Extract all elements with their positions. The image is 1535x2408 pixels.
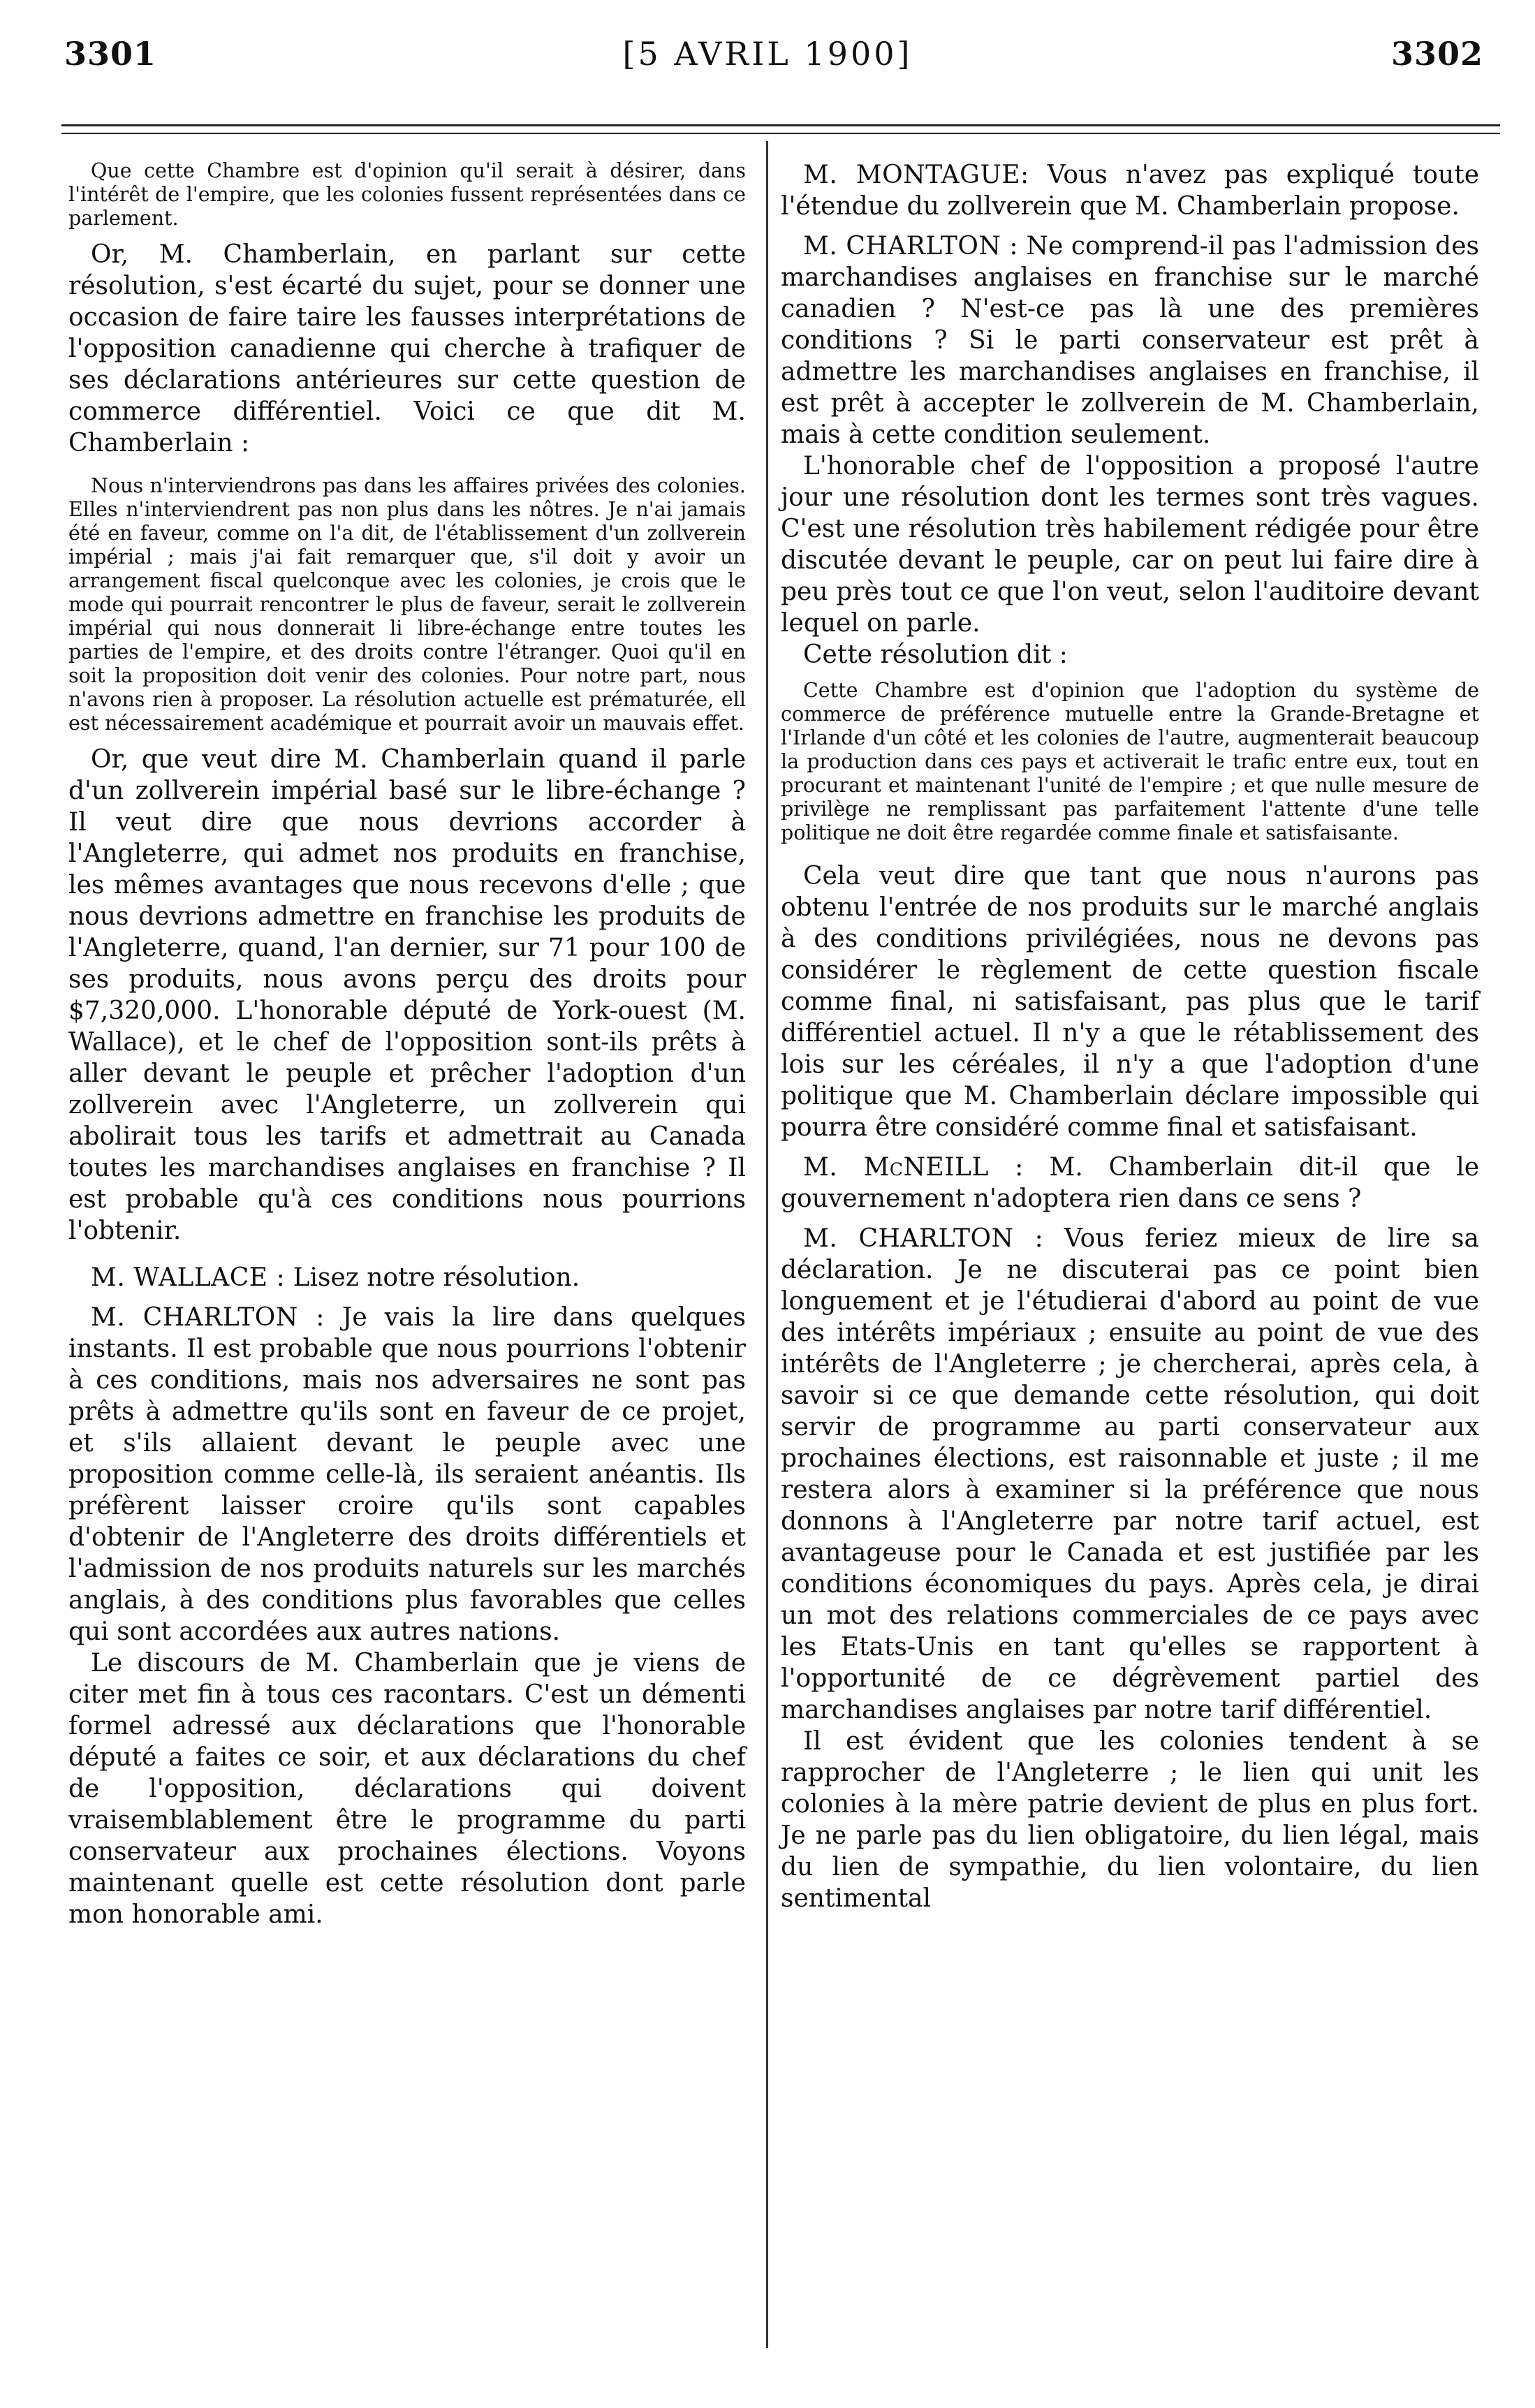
paragraph: Cette résolution dit : bbox=[803, 640, 1068, 669]
resolution-quote-end: Que cette Chambre est d'opinion qu'il serait à désirer, dans l'intérêt de l'empire, que les colonies fussent représentées dans ce parlement. bbox=[68, 159, 746, 230]
paragraph: Le discours de M. Chamberlain que je viens de citer met fin à tous ces racontars. C'est un démenti formel adressé aux déclarations que l'honorable député a faites ce soir, et aux déclarations du chef de l'opposition, déclarations qui doivent vraisemblablement être le programme du parti conservateur aux prochaines élections. Voyons maintenant quelle est cette résolution dont parle mon honorable ami. bbox=[68, 1649, 746, 1929]
speech-charlton bbox=[68, 1302, 746, 1647]
page-number-right: 3302 bbox=[1390, 35, 1483, 73]
column-divider bbox=[766, 141, 768, 2348]
speech-text: Ne comprend-il pas l'admission des marchandises anglaises en franchise sur le marché canadien ? N'est-ce pas là une des premières conditions ? Si le parti conservateur est prêt à admettre les marchandises anglaises en franchise, il est prêt à accepter le zollverein de M. Chamberlain, mais à cette condition seulement. bbox=[781, 232, 1480, 449]
resolution-quote: Cette Chambre est d'opinion que l'adoption du système de commerce de préférence mutuelle entre la Grande-Bretagne et l'Irlande d'un côté et les colonies de l'autre, augmenterait beaucoup la production dans ces pays et activerait le trafic entre eux, tout en procurant et maintenant l'unité de l'empire ; et que nulle mesure de privilège ne remplissant pas parfaitement l'attente d'une telle politique ne doit être regardée comme finale et satisfaisante. bbox=[781, 679, 1479, 844]
paragraph: Cela veut dire que tant que nous n'aurons pas obtenu l'entrée de nos produits sur le marché anglais à des conditions privilégiées, nous ne devons pas considérer le règlement de cette question fiscale comme final, ni satisfaisant, pas plus que le tarif différentiel actuel. Il n'y a que le rétablissement des lois sur les céréales, il n'y a que l'adoption d'une politique que M. Chamberlain déclare impossible qui pourra être considéré comme final et satisfaisant. bbox=[781, 862, 1479, 1142]
speech-wallace bbox=[68, 1262, 746, 1293]
paragraph: Or, M. Chamberlain, en parlant sur cette résolution, s'est écarté du sujet, pour se donner une occasion de faire taire les fausses interprétations de l'opposition canadienne qui cherche à trafiquer de ses déclarations antérieures sur cette question de commerce différentiel. Voici ce que dit M. Chamberlain : bbox=[68, 240, 746, 457]
left-column bbox=[68, 159, 746, 1930]
speaker-name: M. MONTAGUE: bbox=[803, 161, 1029, 189]
speech-mcneill bbox=[781, 1152, 1479, 1214]
speech-text: Vous n'avez pas expliqué toute l'étendue du zollverein que M. Chamberlain propose. bbox=[781, 161, 1480, 221]
right-column bbox=[781, 159, 1479, 1914]
speech-montague bbox=[781, 159, 1479, 222]
speech-charlton bbox=[781, 230, 1479, 450]
speech-charlton bbox=[781, 1223, 1479, 1726]
speaker-name: M. CHARLTON : bbox=[803, 232, 1018, 260]
speech-text: M. Chamberlain dit-il que le gouvernement n'adoptera rien dans ce sens ? bbox=[781, 1153, 1480, 1213]
page-number-left: 3301 bbox=[64, 35, 157, 73]
paragraph: Or, que veut dire M. Chamberlain quand il parle d'un zollverein impérial basé sur le libre-échange ? Il veut dire que nous devrions accorder à l'Angleterre, qui admet nos produits en franchise, les mêmes avantages que nous recevons d'elle ; que nous devrions admettre en franchise les produits de l'Angleterre, quand, l'an dernier, sur 71 pour 100 de ses produits, nous avons perçu des droits pour $7,320,000. L'honorable député de York-ouest (M. Wallace), et le chef de l'opposition sont-ils prêts à aller devant le peuple et prêcher l'adoption d'un zollverein avec l'Angleterre, un zollverein qui abolirait tous les tarifs et admettrait au Canada toutes les marchandises anglaises en franchise ? Il est probable qu'à ces conditions nous pourrions l'obtenir. bbox=[68, 745, 746, 1245]
speaker-name: M. CHARLTON : bbox=[803, 1224, 1044, 1253]
header-rule-top bbox=[61, 124, 1500, 126]
paragraph: Il est évident que les colonies tendent à se rapprocher de l'Angleterre ; le lien qui unit les colonies à la mère patrie devient de plus en plus fort. Je ne parle pas du lien obligatoire, du lien légal, mais du lien de sympathie, du lien volontaire, du lien sentimental bbox=[781, 1727, 1479, 1913]
speaker-name: M. WALLACE : bbox=[91, 1263, 286, 1292]
page-date: [5 AVRIL 1900] bbox=[622, 35, 913, 73]
speaker-name: M. CHARLTON : bbox=[91, 1303, 325, 1332]
speaker-name: M. McNEILL : bbox=[803, 1153, 1024, 1182]
speech-text: Lisez notre résolution. bbox=[285, 1263, 580, 1292]
speech-text: Vous feriez mieux de lire sa déclaration. Je ne discuterai pas ce point bien longuement et je l'étudierai d'abord au point de vue des intérêts impériaux ; ensuite au point de vue des intérêts de l'Angleterre ; je chercherai, après cela, à savoir si ce que demande cette résolution, qui doit servir de programme au parti conservateur aux prochaines élections, est raisonnable et juste ; il me restera alors à examiner si la préférence que nous donnons à l'Angleterre par notre tarif actuel, est avantageuse pour le Canada et est justifiée par les conditions économiques du pays. Après cela, je dirai un mot des relations commerciales de ce pays avec les Etats-Unis en tant qu'elles se rapportent à l'opportunité de ce dégrèvement partiel des marchandises anglaises par notre tarif différentiel. bbox=[781, 1224, 1479, 1724]
chamberlain-quote: Nous n'interviendrons pas dans les affaires privées des colonies. Elles n'interviendrent pas non plus dans les nôtres. Je n'ai jamais été en faveur, comme on l'a dit, de l'établissement d'un zollverein impérial ; mais j'ai fait remarquer que, s'il doit y avoir un arrangement fiscal quelconque avec les colonies, je crois que le mode qui pourrait rencontrer le plus de faveur, serait le zollverein impérial qui nous donnerait li libre-échange entre toutes les parties de l'empire, et des droits contre l'étranger. Quoi qu'il en soit la proposition doit venir des colonies. Pour notre part, nous n'avons rien à proposer. La résolution actuelle est prématurée, ell est nécessairement académique et pourrait avoir un mauvais effet. bbox=[68, 474, 746, 735]
header-rule-bottom bbox=[61, 133, 1500, 134]
speech-text: Je vais la lire dans quelques instants. Il est probable que nous pourrions l'obtenir à ces conditions, mais nos adversaires ne sont pas prêts à admettre qu'ils sont en faveur de ce projet, et s'ils allaient devant le peuple avec une proposition comme celle-là, ils seraient anéantis. Ils préfèrent laisser croire qu'ils sont capables d'obtenir de l'Angleterre des droits différentiels et l'admission de nos produits naturels sur les marchés anglais, à des conditions plus favorables que celles qui sont accordées aux autres nations. bbox=[68, 1303, 747, 1646]
paragraph: L'honorable chef de l'opposition a proposé l'autre jour une résolution dont les termes sont très vagues. C'est une résolution très habilement rédigée pour être discutée devant le peuple, car on peut lui faire dire à peu près tout ce que l'on veut, selon l'auditoire devant lequel on parle. bbox=[781, 452, 1479, 638]
